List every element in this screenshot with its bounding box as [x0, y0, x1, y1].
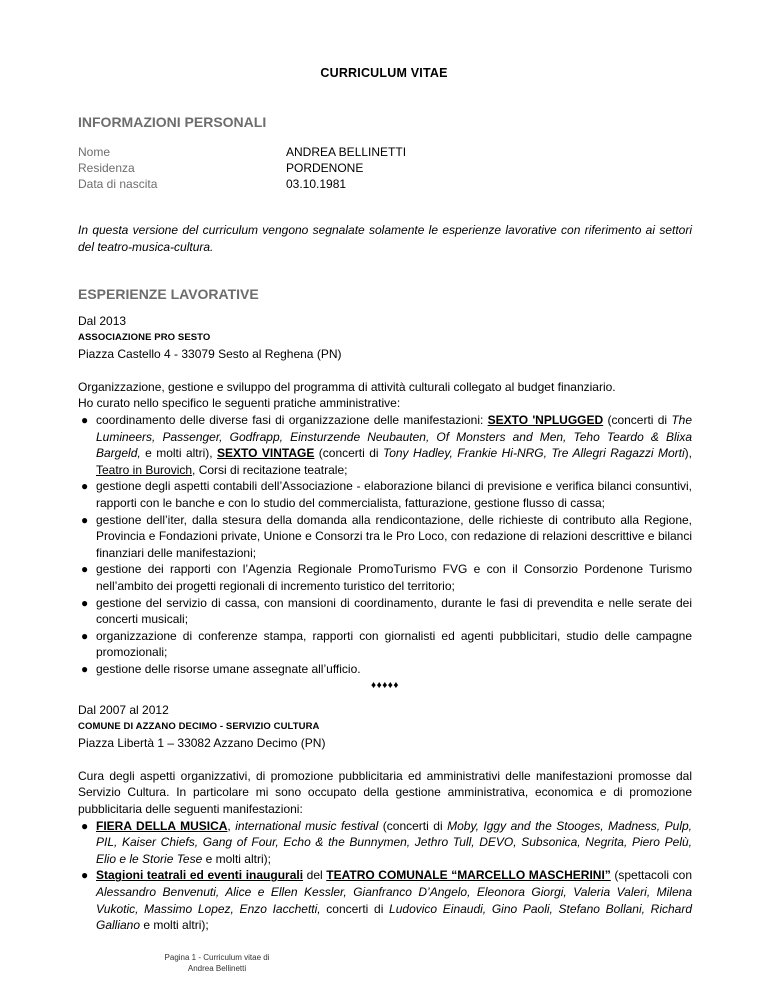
value-name: ANDREA BELLINETTI [286, 145, 407, 159]
exp2-bullet-list [78, 818, 692, 934]
artist-list: Tony Hadley, Frankie Hi-NRG, Tre Allegri Ragazzi Morti [382, 446, 685, 461]
exp1-intro-2: Ho curato nello specifico le seguenti pratiche amministrative: [78, 396, 401, 411]
list-item: ● gestione dell’iter, dalla stesura della domanda alla rendicontazione, delle richieste di contributo alla Regione, Provincia e Fondazioni private, Unione e Consorzi tra le Pro Loco, con redazione di relazioni descrittive e bilanci finanziari delle manifestazioni; [81, 512, 692, 560]
event-name: SEXTO 'NPLUGGED [487, 412, 604, 427]
list-item: ● gestione delle risorse umane assegnate all’ufficio. [81, 661, 361, 676]
exp1-address: Piazza Castello 4 - 33079 Sesto al Reghena (PN) [78, 347, 342, 362]
footer-line-2: Andrea Bellinetti [187, 964, 247, 973]
exp2-organization: COMUNE DI AZZANO DECIMO - SERVIZIO CULTURA [78, 720, 320, 732]
label-residence: Residenza [78, 161, 135, 175]
footer-line-1: Pagina 1 - Curriculum vitae di [164, 953, 270, 962]
artist-list: Moby, Iggy and the Stooges, Madness, Pulp, PIL, Kaiser Chiefs, Gang of Four, Echo & the Bunnymen, Jethro Tull, DEVO, Subsonica, Negrita, Piero Pelù, Elio e le Storie Tese [96, 818, 692, 866]
section-heading-experience: ESPERIENZE LAVORATIVE [78, 286, 259, 302]
bullet-icon: ● [81, 479, 89, 494]
experience-2 [78, 702, 692, 934]
artist-list: The Lumineers, Passenger, Godfrapp, Einsturzende Neubauten, Of Monsters and Men, Teho Teardo & Blixa Bargeld, [96, 412, 693, 461]
bullet-icon: ● [81, 868, 89, 883]
list-item: ● organizzazione di conferenze stampa, rapporti con giornalisti ed agenti pubblicitari, studio delle campagne promozionali; [81, 628, 692, 660]
list-item: ● gestione del servizio di cassa, con mansioni di coordinamento, durante le fasi di prevendita e nelle serate dei concerti musicali; [81, 595, 692, 627]
bullet-icon: ● [81, 562, 89, 577]
list-item: ● gestione degli aspetti contabili dell’Associazione - elaborazione bilanci di previsione e verifica bilanci consuntivi, rapporti con le banche e con lo studio del commercialista, fatturazione, gestione flusso di cassa; [81, 479, 692, 510]
value-residence: PORDENONE [286, 161, 364, 175]
exp1-intro-1: Organizzazione, gestione e sviluppo del programma di attività culturali collegato al budget finanziario. [78, 379, 616, 394]
event-name: SEXTO VINTAGE [217, 446, 315, 461]
bullet-icon: ● [81, 628, 89, 643]
bullet-icon: ● [81, 661, 89, 676]
section-separator: ♦♦♦♦♦ [370, 680, 399, 692]
cv-note: In questa versione del curriculum vengono segnalate solamente le esperienze lavorative con riferimento ai settori del teatro-musica-cultura. [78, 223, 692, 254]
label-birthdate: Data di nascita [78, 177, 158, 191]
list-item: ● Stagioni teatrali ed eventi inaugurali del TEATRO COMUNALE “MARCELLO MASCHERINI” (spettacoli con Alessandro Benvenuti, Alice e Ellen Kessler, Gianfranco D’Angelo, Eleonora Giorgi, Valeria Valeri, Milena Vukotic, Massimo Lopez, Enzo Iacchetti, concerti di Ludovico Einaudi, Gino Paoli, Stefano Bollani, Richard Galliano e molti altri); [81, 868, 693, 933]
list-item: ● gestione dei rapporti con l’Agenzia Regionale PromoTurismo FVG e con il Consorzio Pordenone Turismo nell’ambito dei progetti regionali di incremento turistico del territorio; [81, 562, 692, 593]
bullet-icon: ● [81, 512, 89, 527]
personal-labels [78, 144, 157, 192]
exp1-organization: ASSOCIAZIONE PRO SESTO [78, 331, 211, 343]
event-name: Teatro in Burovich [96, 462, 193, 477]
bullet-icon: ● [81, 818, 89, 833]
document-title: CURRICULUM VITAE [320, 66, 448, 80]
artist-list: Alessandro Benvenuti, Alice e Ellen Kessler, Gianfranco D’Angelo, Eleonora Giorgi, Valeria Valeri, Milena Vukotic, Massimo Lopez, Enzo Iacchetti, [96, 884, 692, 916]
bullet-icon: ● [81, 595, 89, 610]
event-name: FIERA DELLA MUSICA [96, 818, 228, 833]
list-item: ● FIERA DELLA MUSICA, international music festival (concerti di Moby, Iggy and the Stooges, Madness, Pulp, PIL, Kaiser Chiefs, Gang of Four, Echo & the Bunnymen, Jethro Tull, DEVO, Subsonica, Negrita, Piero Pelù, Elio e le Storie Tese e molti altri); [81, 818, 692, 866]
venue-name: TEATRO COMUNALE “MARCELLO MASCHERINI” [326, 868, 611, 883]
page-footer [152, 952, 282, 974]
exp2-intro: Cura degli aspetti organizzativi, di promozione pubblicitaria ed amministrativi delle manifestazioni promosse dal Servizio Cultura. In particolare mi sono occupato della gestione amministrativa, economica e di promozione pubblicitaria delle seguenti manifestazioni: [78, 768, 692, 816]
exp1-period: Dal 2013 [78, 314, 127, 328]
label-name: Nome [78, 145, 111, 159]
event-subtitle: international music festival [235, 818, 379, 833]
list-item: ● coordinamento delle diverse fasi di organizzazione delle manifestazioni: SEXTO 'NPLUGGED (concerti di The Lumineers, Passenger, Godfrapp, Einsturzende Neubauten, Of Monsters and Men, Teho Teardo & Blixa Bargeld, e molti altri), SEXTO VINTAGE (concerti di Tony Hadley, Frankie Hi-NRG, Tre Allegri Ragazzi Morti), Teatro in Burovich, Corsi di recitazione teatrale; [81, 412, 693, 477]
personal-values [286, 144, 406, 192]
exp1-bullet-list [78, 412, 692, 678]
experience-1 [78, 313, 692, 695]
value-birthdate: 03.10.1981 [286, 177, 347, 191]
artist-list: Ludovico Einaudi, Gino Paoli, Stefano Bollani, Richard Galliano [96, 901, 693, 933]
bullet-icon: ● [81, 412, 89, 427]
event-name: Stagioni teatrali ed eventi inaugurali [96, 868, 304, 883]
section-heading-personal: INFORMAZIONI PERSONALI [78, 114, 267, 130]
exp2-address: Piazza Libertà 1 – 33082 Azzano Decimo (PN) [78, 736, 326, 751]
exp2-period: Dal 2007 al 2012 [78, 703, 169, 717]
